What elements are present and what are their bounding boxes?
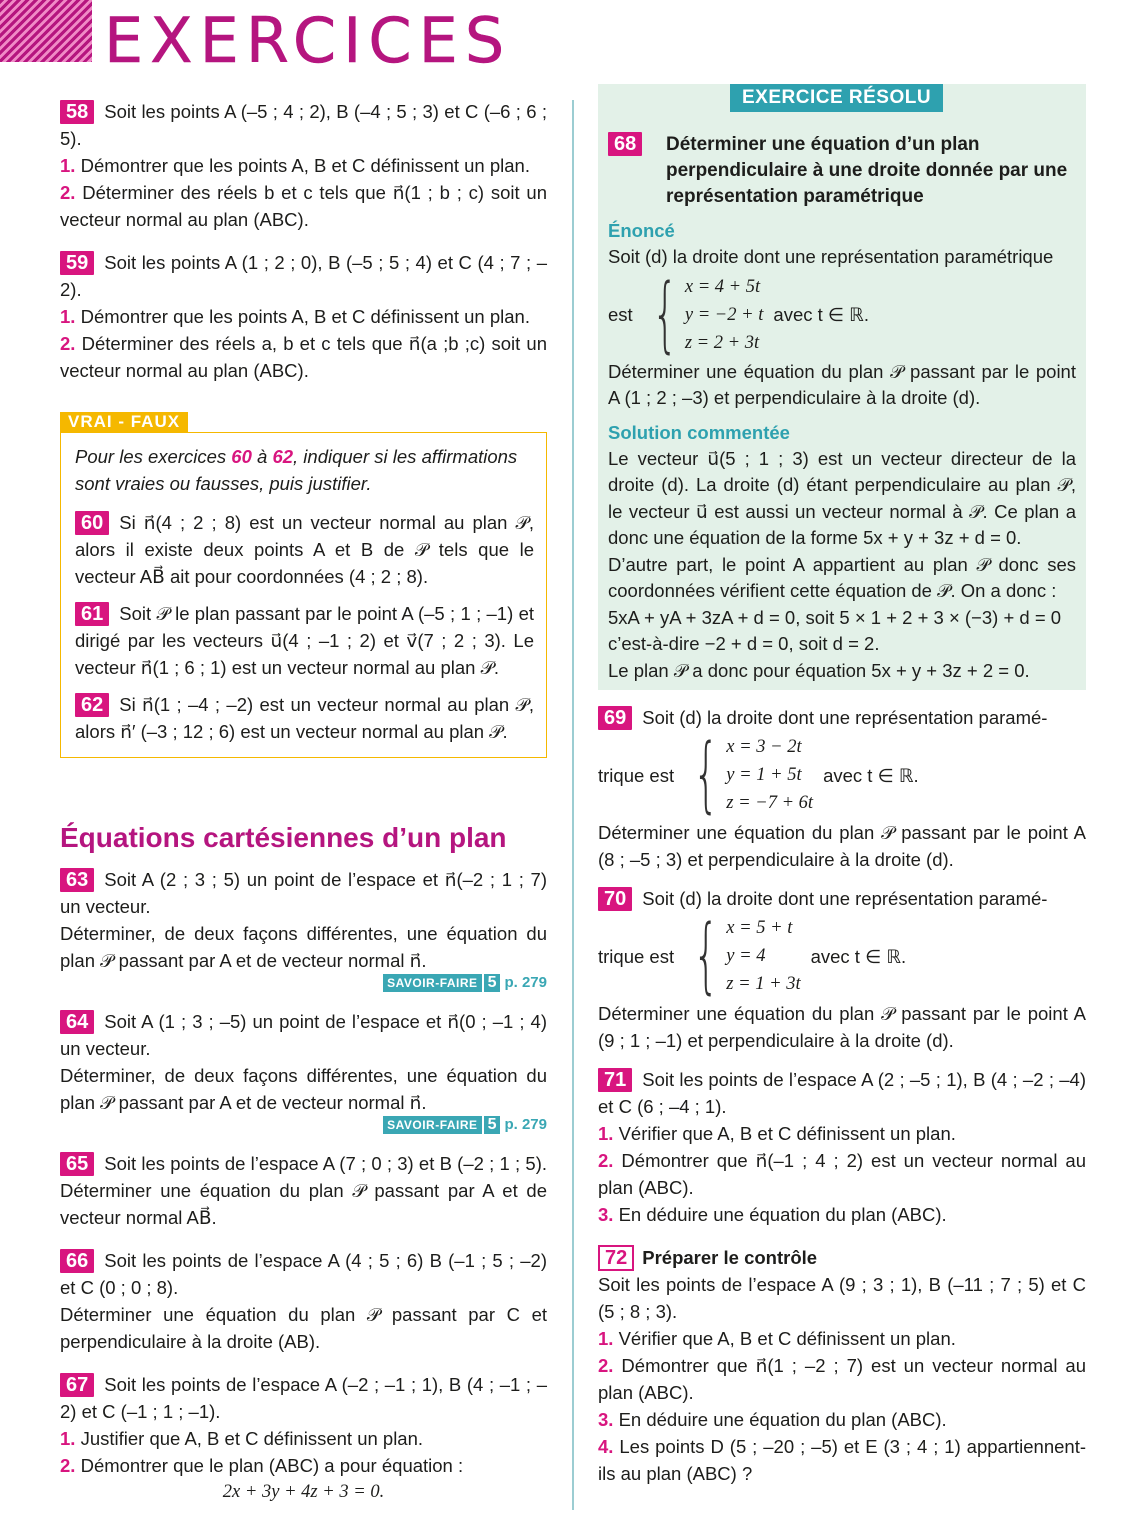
exercise-text: Déterminer une équation du plan 𝒫 passant par le point A (9 ; 1 ; –1) et perpendiculaire à la droite (d). — [598, 1003, 1086, 1051]
vrai-faux-tag: VRAI - FAUX — [60, 412, 188, 432]
prepare-title: Préparer le contrôle — [642, 1247, 818, 1268]
question-number: 3. — [598, 1204, 614, 1225]
question-number: 4. — [598, 1436, 614, 1457]
exercise-66 — [60, 1247, 547, 1355]
question-number: 1. — [60, 306, 76, 327]
exercise-68-title: Déterminer une équation d’un plan perpendiculaire à une droite donnée par une représentation paramétrique — [666, 134, 1068, 207]
question-text: En déduire une équation du plan (ABC). — [618, 1409, 947, 1430]
exercise-number: 63 — [60, 868, 94, 892]
exercise-72 — [598, 1244, 1086, 1487]
question-text: En déduire une équation du plan (ABC). — [618, 1204, 947, 1225]
system-label: trique est — [598, 945, 675, 967]
system-line: x = 4 + 5t — [684, 276, 761, 297]
savoir-faire-badge: SAVOIR-FAIRE — [383, 1116, 481, 1134]
system-line: y = 1 + 5t — [726, 765, 802, 785]
exercise-text: Soit les points de l’espace A (7 ; 0 ; 3) et B (–2 ; 1 ; 5). Déterminer une équation du plan 𝒫 passant par A et de vecteur normal AB⃗. — [60, 1153, 547, 1228]
brace-icon: { — [693, 727, 720, 822]
exercise-58 — [60, 98, 547, 233]
question-number: 2. — [598, 1355, 614, 1376]
exercise-text: Déterminer une équation du plan 𝒫 passant par C et perpendiculaire à la droite (AB). — [60, 1304, 547, 1352]
solution-heading: Solution commentée — [608, 421, 790, 443]
solution-text: 5xA + yA + 3zA + d = 0, soit 5 × 1 + 2 + 3 × (−3) + d = 0 — [608, 606, 1062, 628]
question-number: 1. — [60, 1428, 76, 1449]
intro-text: à — [251, 446, 273, 467]
intro-number: 60 — [231, 446, 252, 467]
savoir-faire-number: 5 — [484, 974, 501, 992]
question-text: Déterminer des réels a, b et c tels que n⃗(a ;b ;c) soit un vecteur normal au plan (ABC). — [60, 333, 547, 381]
question-text: Vérifier que A, B et C définissent un plan. — [618, 1123, 956, 1144]
exercise-number: 69 — [598, 706, 632, 730]
exercise-67 — [60, 1371, 547, 1506]
exercise-text: Déterminer, de deux façons différentes, une équation du plan 𝒫 passant par A et de vecteur normal n⃗. — [60, 1065, 547, 1113]
exercise-number: 58 — [60, 100, 94, 124]
question-text: Démontrer que les points A, B et C définissent un plan. — [80, 155, 530, 176]
question-text: Déterminer des réels b et c tels que n⃗(1 ; b ; c) soit un vecteur normal au plan (ABC). — [60, 182, 548, 230]
system-suffix: avec t ∈ ℝ. — [810, 945, 907, 967]
section-title: Équations cartésiennes d’un plan — [60, 822, 507, 853]
vrai-faux-intro — [75, 443, 534, 497]
system-label: est — [608, 303, 633, 325]
system-lines — [685, 273, 764, 357]
system-line: x = 3 − 2t — [726, 737, 802, 757]
exercise-62 — [75, 691, 534, 745]
left-column — [60, 98, 547, 1522]
system-suffix: avec t ∈ ℝ. — [773, 303, 869, 325]
parametric-system — [598, 727, 1086, 822]
question-number: 2. — [60, 333, 76, 354]
exercise-text: Soit les points de l’espace A (–2 ; –1 ; 1), B (4 ; –1 ; –2) et C (–1 ; 1 ; –1). — [60, 1374, 547, 1422]
intro-number: 62 — [272, 446, 294, 467]
question-text: Les points D (5 ; –20 ; –5) et E (3 ; 4 ; 1) appartiennent-ils au plan (ABC) ? — [598, 1436, 1086, 1484]
exercise-text: Soit les points de l’espace A (4 ; 5 ; 6) B (–1 ; 5 ; –2) et C (0 ; 0 ; 8). — [60, 1250, 547, 1298]
savoir-faire-page: p. 279 — [504, 974, 547, 991]
exercise-68-header — [608, 132, 1076, 210]
exercise-number: 64 — [60, 1010, 94, 1034]
parametric-system — [608, 266, 1076, 362]
exercise-number: 68 — [608, 132, 642, 156]
equation: 2x + 3y + 4z + 3 = 0. — [222, 1482, 385, 1502]
question-text: Justifier que A, B et C définissent un plan. — [80, 1428, 424, 1449]
column-divider — [572, 100, 574, 1510]
brace-icon: { — [693, 908, 720, 1003]
system-lines — [726, 733, 813, 817]
system-line: z = 2 + 3t — [684, 332, 760, 353]
savoir-faire-badge: SAVOIR-FAIRE — [383, 974, 481, 992]
exercise-text: Soit les points de l’espace A (2 ; –5 ; 1), B (4 ; –2 ; –4) et C (6 ; –4 ; 1). — [598, 1069, 1086, 1117]
exercise-text: Soit (d) la droite dont une représentation paramé- — [642, 888, 1048, 909]
exercise-text: Soit A (2 ; 3 ; 5) un point de l’espace et n⃗(–2 ; 1 ; 7) un vecteur. — [60, 869, 547, 917]
question-number: 2. — [598, 1150, 614, 1171]
vrai-faux-box — [60, 432, 547, 758]
exercise-text: Soit (d) la droite dont une représentation paramé- — [642, 707, 1048, 728]
exercise-text: Soit les points de l’espace A (9 ; 3 ; 1), B (–11 ; 7 ; 5) et C (5 ; 8 ; 3). — [598, 1274, 1086, 1322]
exercise-65 — [60, 1150, 547, 1231]
system-suffix: avec t ∈ ℝ. — [823, 764, 919, 786]
exercise-number: 62 — [75, 693, 109, 717]
intro-text: , indiquer si les affirmations sont vraies ou fausses, puis justifier. — [75, 446, 518, 494]
exercise-number: 72 — [598, 1245, 634, 1271]
exercise-61 — [75, 600, 534, 681]
exercise-number: 59 — [60, 251, 94, 275]
exercise-64 — [60, 1008, 547, 1116]
page-title: EXERCICES — [104, 4, 512, 77]
question-number: 3. — [598, 1409, 614, 1430]
system-line: y = −2 + t — [684, 304, 764, 325]
exercise-70 — [598, 885, 1086, 1054]
exercise-text: Si n⃗(1 ; –4 ; –2) est un vecteur normal au plan 𝒫, alors n⃗′ (–3 ; 12 ; 6) est un vecteur normal au plan 𝒫. — [75, 694, 534, 742]
system-line: x = 5 + t — [726, 918, 793, 938]
header-stripes — [0, 0, 92, 62]
savoir-faire-number: 5 — [484, 1116, 501, 1134]
question-text: Vérifier que A, B et C définissent un plan. — [618, 1328, 956, 1349]
exercice-resolu-tag: EXERCICE RÉSOLU — [730, 84, 943, 112]
system-lines — [726, 914, 800, 998]
exercise-number: 66 — [60, 1249, 94, 1273]
savoir-faire-page: p. 279 — [504, 1116, 547, 1133]
exercise-number: 65 — [60, 1152, 94, 1176]
exercise-number: 67 — [60, 1373, 94, 1397]
system-line: z = −7 + 6t — [726, 793, 814, 813]
exercise-text: Déterminer, de deux façons différentes, une équation du plan 𝒫 passant par A et de vecteur normal n⃗. — [60, 923, 547, 971]
exercise-69 — [598, 704, 1086, 873]
enonce-heading: Énoncé — [608, 220, 675, 241]
solution-text: D’autre part, le point A appartient au plan 𝒫 donc ses coordonnées vérifient cette équation de 𝒫. On a donc : — [608, 553, 1076, 601]
exercise-text: Si n⃗(4 ; 2 ; 8) est un vecteur normal au plan 𝒫, alors il existe deux points A et B de 𝒫 tels que le vecteur AB⃗ ait pour coordonnées (4 ; 2 ; 8). — [75, 512, 534, 587]
exercise-number: 61 — [75, 602, 109, 626]
solution-text: Le plan 𝒫 a donc pour équation 5x + y + 3z + 2 = 0. — [608, 659, 1030, 681]
question-text: Démontrer que les points A, B et C définissent un plan. — [80, 306, 530, 327]
question-number: 1. — [598, 1123, 614, 1144]
system-line: y = 4 — [726, 946, 766, 966]
exercise-text: Soit les points A (–5 ; 4 ; 2), B (–4 ; 5 ; 3) et C (–6 ; 6 ; 5). — [60, 101, 547, 149]
intro-text: Pour les exercices — [75, 446, 232, 467]
enonce-text: Soit (d) la droite dont une représentation paramétrique — [608, 246, 1054, 267]
exercise-text: Soit les points A (1 ; 2 ; 0), B (–5 ; 5 ; 4) et C (4 ; 7 ; –2). — [60, 252, 547, 300]
question-text: Démontrer que n⃗(–1 ; 4 ; 2) est un vecteur normal au plan (ABC). — [598, 1150, 1086, 1198]
question-number: 2. — [60, 182, 76, 203]
enonce-text: Déterminer une équation du plan 𝒫 passant par le point A (1 ; 2 ; –3) et perpendiculaire à la droite (d). — [608, 360, 1076, 408]
exercise-text: Soit A (1 ; 3 ; –5) un point de l’espace et n⃗(0 ; –1 ; 4) un vecteur. — [60, 1011, 547, 1059]
question-text: Démontrer que le plan (ABC) a pour équation : — [80, 1455, 464, 1476]
parametric-system — [598, 908, 1086, 1003]
exercise-number: 71 — [598, 1068, 632, 1092]
question-number: 1. — [598, 1328, 614, 1349]
exercise-71 — [598, 1066, 1086, 1228]
exercise-number: 60 — [75, 511, 109, 535]
system-label: trique est — [598, 764, 675, 786]
exercise-59 — [60, 249, 547, 384]
solution-text: c’est-à-dire −2 + d = 0, soit d = 2. — [608, 633, 880, 654]
exercise-text: Soit 𝒫 le plan passant par le point A (–5 ; 1 ; –1) et dirigé par les vecteurs u⃗(4 ; –1 ; 2) et v⃗(7 ; 2 ; 3). Le vecteur n⃗(1 ; 6 ; 1) est un vecteur normal au plan 𝒫. — [75, 603, 534, 678]
exercise-number: 70 — [598, 887, 632, 911]
savoir-faire-link[interactable] — [60, 974, 547, 992]
solution-text: Le vecteur u⃗(5 ; 1 ; 3) est un vecteur directeur de la droite (d). La droite (d) étant perpendiculaire au plan 𝒫, le vecteur u⃗ est aussi un vecteur normal à 𝒫. Ce plan a donc une équation de la forme 5x + y + 3z + d = 0. — [608, 447, 1076, 548]
question-text: Démontrer que n⃗(1 ; –2 ; 7) est un vecteur normal au plan (ABC). — [598, 1355, 1086, 1403]
question-number: 2. — [60, 1455, 76, 1476]
vrai-faux-block — [60, 410, 547, 758]
savoir-faire-link[interactable] — [60, 1116, 547, 1134]
exercise-63 — [60, 866, 547, 974]
exercise-text: Déterminer une équation du plan 𝒫 passant par le point A (8 ; –5 ; 3) et perpendiculaire à la droite (d). — [598, 822, 1086, 870]
exercice-resolu-block — [598, 84, 1086, 690]
right-column — [598, 84, 1086, 1503]
question-number: 1. — [60, 155, 76, 176]
brace-icon: { — [651, 266, 678, 362]
system-line: z = 1 + 3t — [726, 974, 801, 994]
exercise-60 — [75, 509, 534, 590]
